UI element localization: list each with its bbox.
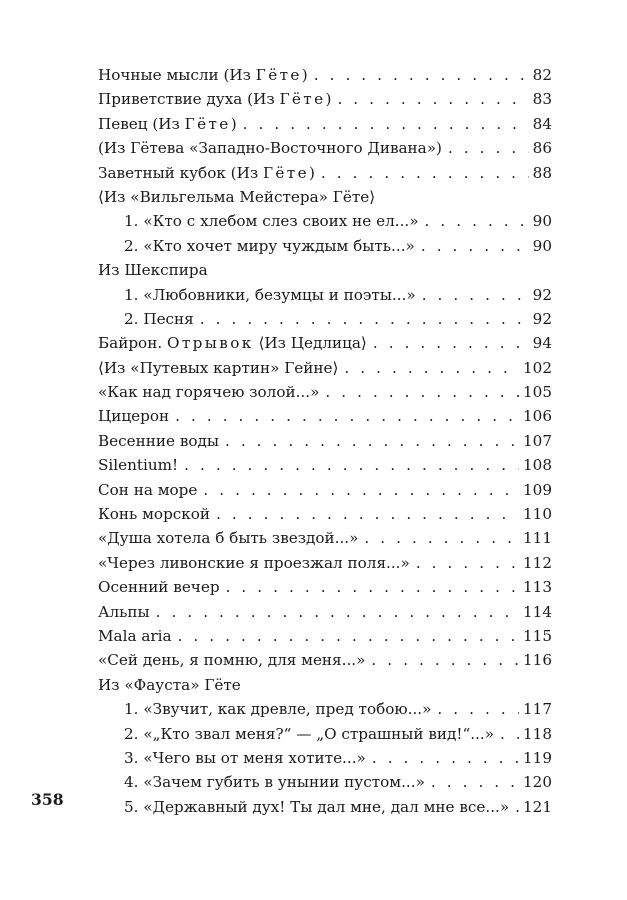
dot-leader <box>325 380 519 404</box>
toc-entry <box>98 209 552 233</box>
toc-entry-page: 114 <box>523 602 552 621</box>
toc-entry-page: 112 <box>523 553 552 572</box>
dot-leader <box>178 624 519 648</box>
toc-entry-title <box>98 404 169 428</box>
dot-leader <box>344 356 519 380</box>
toc-entry <box>98 283 552 307</box>
toc-entry-title-spaced: Гёте <box>279 90 326 109</box>
toc-entry-title-text: «Как над горячею золой...» <box>98 383 320 402</box>
dot-leader <box>200 307 529 331</box>
dot-leader <box>184 453 519 477</box>
dot-leader <box>422 283 529 307</box>
toc-entry-title-text: 4. «Зачем губить в унынии пустом...» <box>124 773 425 792</box>
toc-entry <box>98 697 552 721</box>
toc-entry-title-text: 1. «Кто с хлебом слез своих не ел...» <box>124 212 419 231</box>
toc-entry-page: 107 <box>523 431 552 450</box>
toc-entry-title <box>98 331 367 355</box>
toc-entry-page: 111 <box>523 529 552 548</box>
toc-entry-title-tail: ) <box>301 66 308 84</box>
toc-entry-title-text: «Душа хотела б быть звездой...» <box>98 529 359 548</box>
toc-entry-title-spaced: Гёте <box>262 163 309 182</box>
toc-entry-title-spaced: Гёте <box>184 114 231 133</box>
toc-entry-title <box>98 502 210 526</box>
toc-entry-title <box>98 429 219 453</box>
toc-entry-page: 90 <box>532 236 552 255</box>
toc-entry-title-spaced: Отрывок <box>166 334 254 353</box>
toc-entry <box>98 404 552 428</box>
toc-entry-title <box>98 551 410 575</box>
toc-entry-page: 94 <box>532 334 552 353</box>
toc-entry-title <box>98 575 220 599</box>
toc-entry-title-text: Цицерон <box>98 407 170 426</box>
toc-entry <box>98 795 552 819</box>
toc-entry-page: 118 <box>523 724 552 743</box>
dot-leader <box>216 502 519 526</box>
toc-entry-title <box>98 453 178 477</box>
toc-entry-title <box>98 185 375 209</box>
toc-entry-title <box>98 161 315 185</box>
toc-entry-page: 119 <box>523 748 552 767</box>
toc-entry-title-tail: ) <box>308 163 315 182</box>
toc-entry-title-text: «Сей день, я помню, для меня...» <box>98 651 366 670</box>
toc-entry-title <box>124 283 416 307</box>
page-number: 358 <box>31 790 64 809</box>
toc-entry <box>98 502 552 526</box>
toc-entry-title <box>98 380 319 404</box>
toc-entry-page: 116 <box>523 651 552 670</box>
toc-entry <box>98 331 552 355</box>
toc-entry-page: 83 <box>532 90 552 109</box>
dot-leader <box>431 770 519 794</box>
toc-entry <box>98 136 552 160</box>
toc-entry-title-text: Mala aria <box>98 626 172 645</box>
toc-entry-title-text: Silentium! <box>98 456 179 475</box>
toc-entry <box>98 673 552 697</box>
dot-leader <box>373 331 529 355</box>
dot-leader <box>372 746 519 770</box>
toc-entry-title <box>98 648 365 672</box>
toc-entry-title-tail: ⟨Из Цедлица⟩ <box>253 334 367 353</box>
toc-entry-page: 110 <box>523 505 552 524</box>
toc-entry-title <box>124 746 366 770</box>
toc-entry <box>98 648 552 672</box>
toc-entry <box>98 453 552 477</box>
toc-entry <box>98 234 552 258</box>
toc-entry <box>98 722 552 746</box>
toc-entry-title-text: 1. «Звучит, как древле, пред тобою...» <box>124 700 432 719</box>
toc-entry <box>98 87 552 111</box>
toc-entry <box>98 380 552 404</box>
toc-entry-title-text: Заветный кубок (Из <box>98 163 263 182</box>
toc-entry-title-text: 1. «Любовники, безумцы и поэты...» <box>124 285 416 304</box>
toc-entry-page: 105 <box>523 383 552 402</box>
toc-entry-title <box>124 795 509 819</box>
toc-entry-title-text: (Из Гётева «Западно-Восточного Дивана») <box>98 139 442 158</box>
toc-entry <box>98 356 552 380</box>
dot-leader <box>437 697 519 721</box>
dot-leader <box>175 404 519 428</box>
toc-entry-title <box>98 112 237 136</box>
toc-entry-title <box>98 87 331 111</box>
dot-leader <box>448 136 529 160</box>
toc-entry-title-spaced: Гёте <box>255 66 302 84</box>
toc-entry-title <box>124 722 494 746</box>
toc-entry <box>98 185 552 209</box>
toc-entry-title-text: ⟨Из «Вильгельма Мейстера» Гёте⟩ <box>98 187 376 206</box>
toc-entry-page: 117 <box>523 700 552 719</box>
toc-entry-title <box>124 234 415 258</box>
toc-entry <box>98 551 552 575</box>
dot-leader <box>371 648 519 672</box>
toc-entry-title <box>98 526 358 550</box>
toc-entry <box>98 575 552 599</box>
dot-leader <box>226 575 519 599</box>
toc-entry-title <box>98 624 172 648</box>
toc-entry-title-text: 3. «Чего вы от меня хотите...» <box>124 748 366 767</box>
toc-entry-page: 84 <box>532 114 552 133</box>
toc-entry-title <box>124 307 194 331</box>
toc-entry-page: 115 <box>523 626 552 645</box>
toc-entry <box>98 478 552 502</box>
toc-entry-title <box>98 258 208 282</box>
toc-entry-page: 102 <box>523 358 552 377</box>
toc-entry-page: 106 <box>523 407 552 426</box>
toc-entry <box>98 526 552 550</box>
toc-entry <box>98 746 552 770</box>
toc-entry-title-text: Из «Фауста» Гёте <box>98 675 241 694</box>
toc-entry-page: 113 <box>523 578 552 597</box>
toc-entry-title-text: «Через ливонские я проезжал поля...» <box>98 553 410 572</box>
toc-entry <box>98 112 552 136</box>
toc-entry-title-tail: ) <box>325 90 332 109</box>
toc-entry-title-text: Конь морской <box>98 505 211 524</box>
toc-entry-title-text: ⟨Из «Путевых картин» Гейне⟩ <box>98 358 339 377</box>
dot-leader <box>425 209 529 233</box>
toc-entry-title-text: 2. «Кто хочет миру чуждым быть...» <box>124 236 415 255</box>
toc-entry-title <box>98 356 338 380</box>
dot-leader <box>321 161 529 185</box>
toc-entry-page: 88 <box>532 163 552 182</box>
toc-entry <box>98 307 552 331</box>
dot-leader <box>416 551 519 575</box>
toc-entry <box>98 600 552 624</box>
dot-leader <box>225 429 519 453</box>
toc-entry <box>98 624 552 648</box>
toc-entry-title-text: Ночные мысли (Из <box>98 66 256 84</box>
dot-leader <box>421 234 529 258</box>
table-of-contents <box>98 63 552 819</box>
dot-leader <box>156 600 519 624</box>
toc-entry-page: 108 <box>523 456 552 475</box>
toc-entry-title <box>124 209 419 233</box>
toc-entry-title-text: Весенние воды <box>98 431 219 450</box>
toc-entry-page: 121 <box>523 797 552 816</box>
dot-leader <box>203 478 519 502</box>
toc-entry-page: 120 <box>523 773 552 792</box>
toc-entry-title <box>98 63 308 87</box>
toc-entry-page: 82 <box>532 66 552 84</box>
toc-entry-title-text: Байрон. <box>98 334 167 353</box>
toc-entry-title-text: Певец (Из <box>98 114 185 133</box>
toc-entry-page: 92 <box>532 285 552 304</box>
toc-entry-title-tail: ) <box>230 114 237 133</box>
dot-leader <box>243 112 529 136</box>
toc-entry-title-text: Из Шекспира <box>98 261 208 280</box>
dot-leader <box>314 63 529 87</box>
dot-leader <box>500 722 519 746</box>
toc-entry <box>98 770 552 794</box>
toc-entry-page: 90 <box>532 212 552 231</box>
toc-entry-page: 109 <box>523 480 552 499</box>
toc-entry-title-text: 5. «Державный дух! Ты дал мне, дал мне все...» <box>124 797 510 816</box>
toc-entry-title-text: Альпы <box>98 602 150 621</box>
toc-entry-title-text: Приветствие духа (Из <box>98 90 280 109</box>
toc-entry-title-text: 2. «„Кто звал меня?“ — „О страшный вид!“...» <box>124 724 495 743</box>
toc-entry-page: 92 <box>532 309 552 328</box>
toc-entry-title <box>98 478 197 502</box>
toc-entry-title-text: Осенний вечер <box>98 578 220 597</box>
toc-entry-title <box>98 673 241 697</box>
toc-entry-title-text: 2. Песня <box>124 309 194 328</box>
toc-entry <box>98 258 552 282</box>
toc-entry-title <box>124 697 431 721</box>
toc-entry <box>98 161 552 185</box>
toc-entry-title <box>98 136 442 160</box>
dot-leader <box>515 795 519 819</box>
toc-entry-title <box>124 770 425 794</box>
toc-entry-page: 86 <box>532 139 552 158</box>
toc-entry <box>98 63 552 87</box>
dot-leader <box>364 526 519 550</box>
toc-entry-title <box>98 600 150 624</box>
toc-entry-title-text: Сон на море <box>98 480 198 499</box>
dot-leader <box>337 87 528 111</box>
toc-entry <box>98 429 552 453</box>
